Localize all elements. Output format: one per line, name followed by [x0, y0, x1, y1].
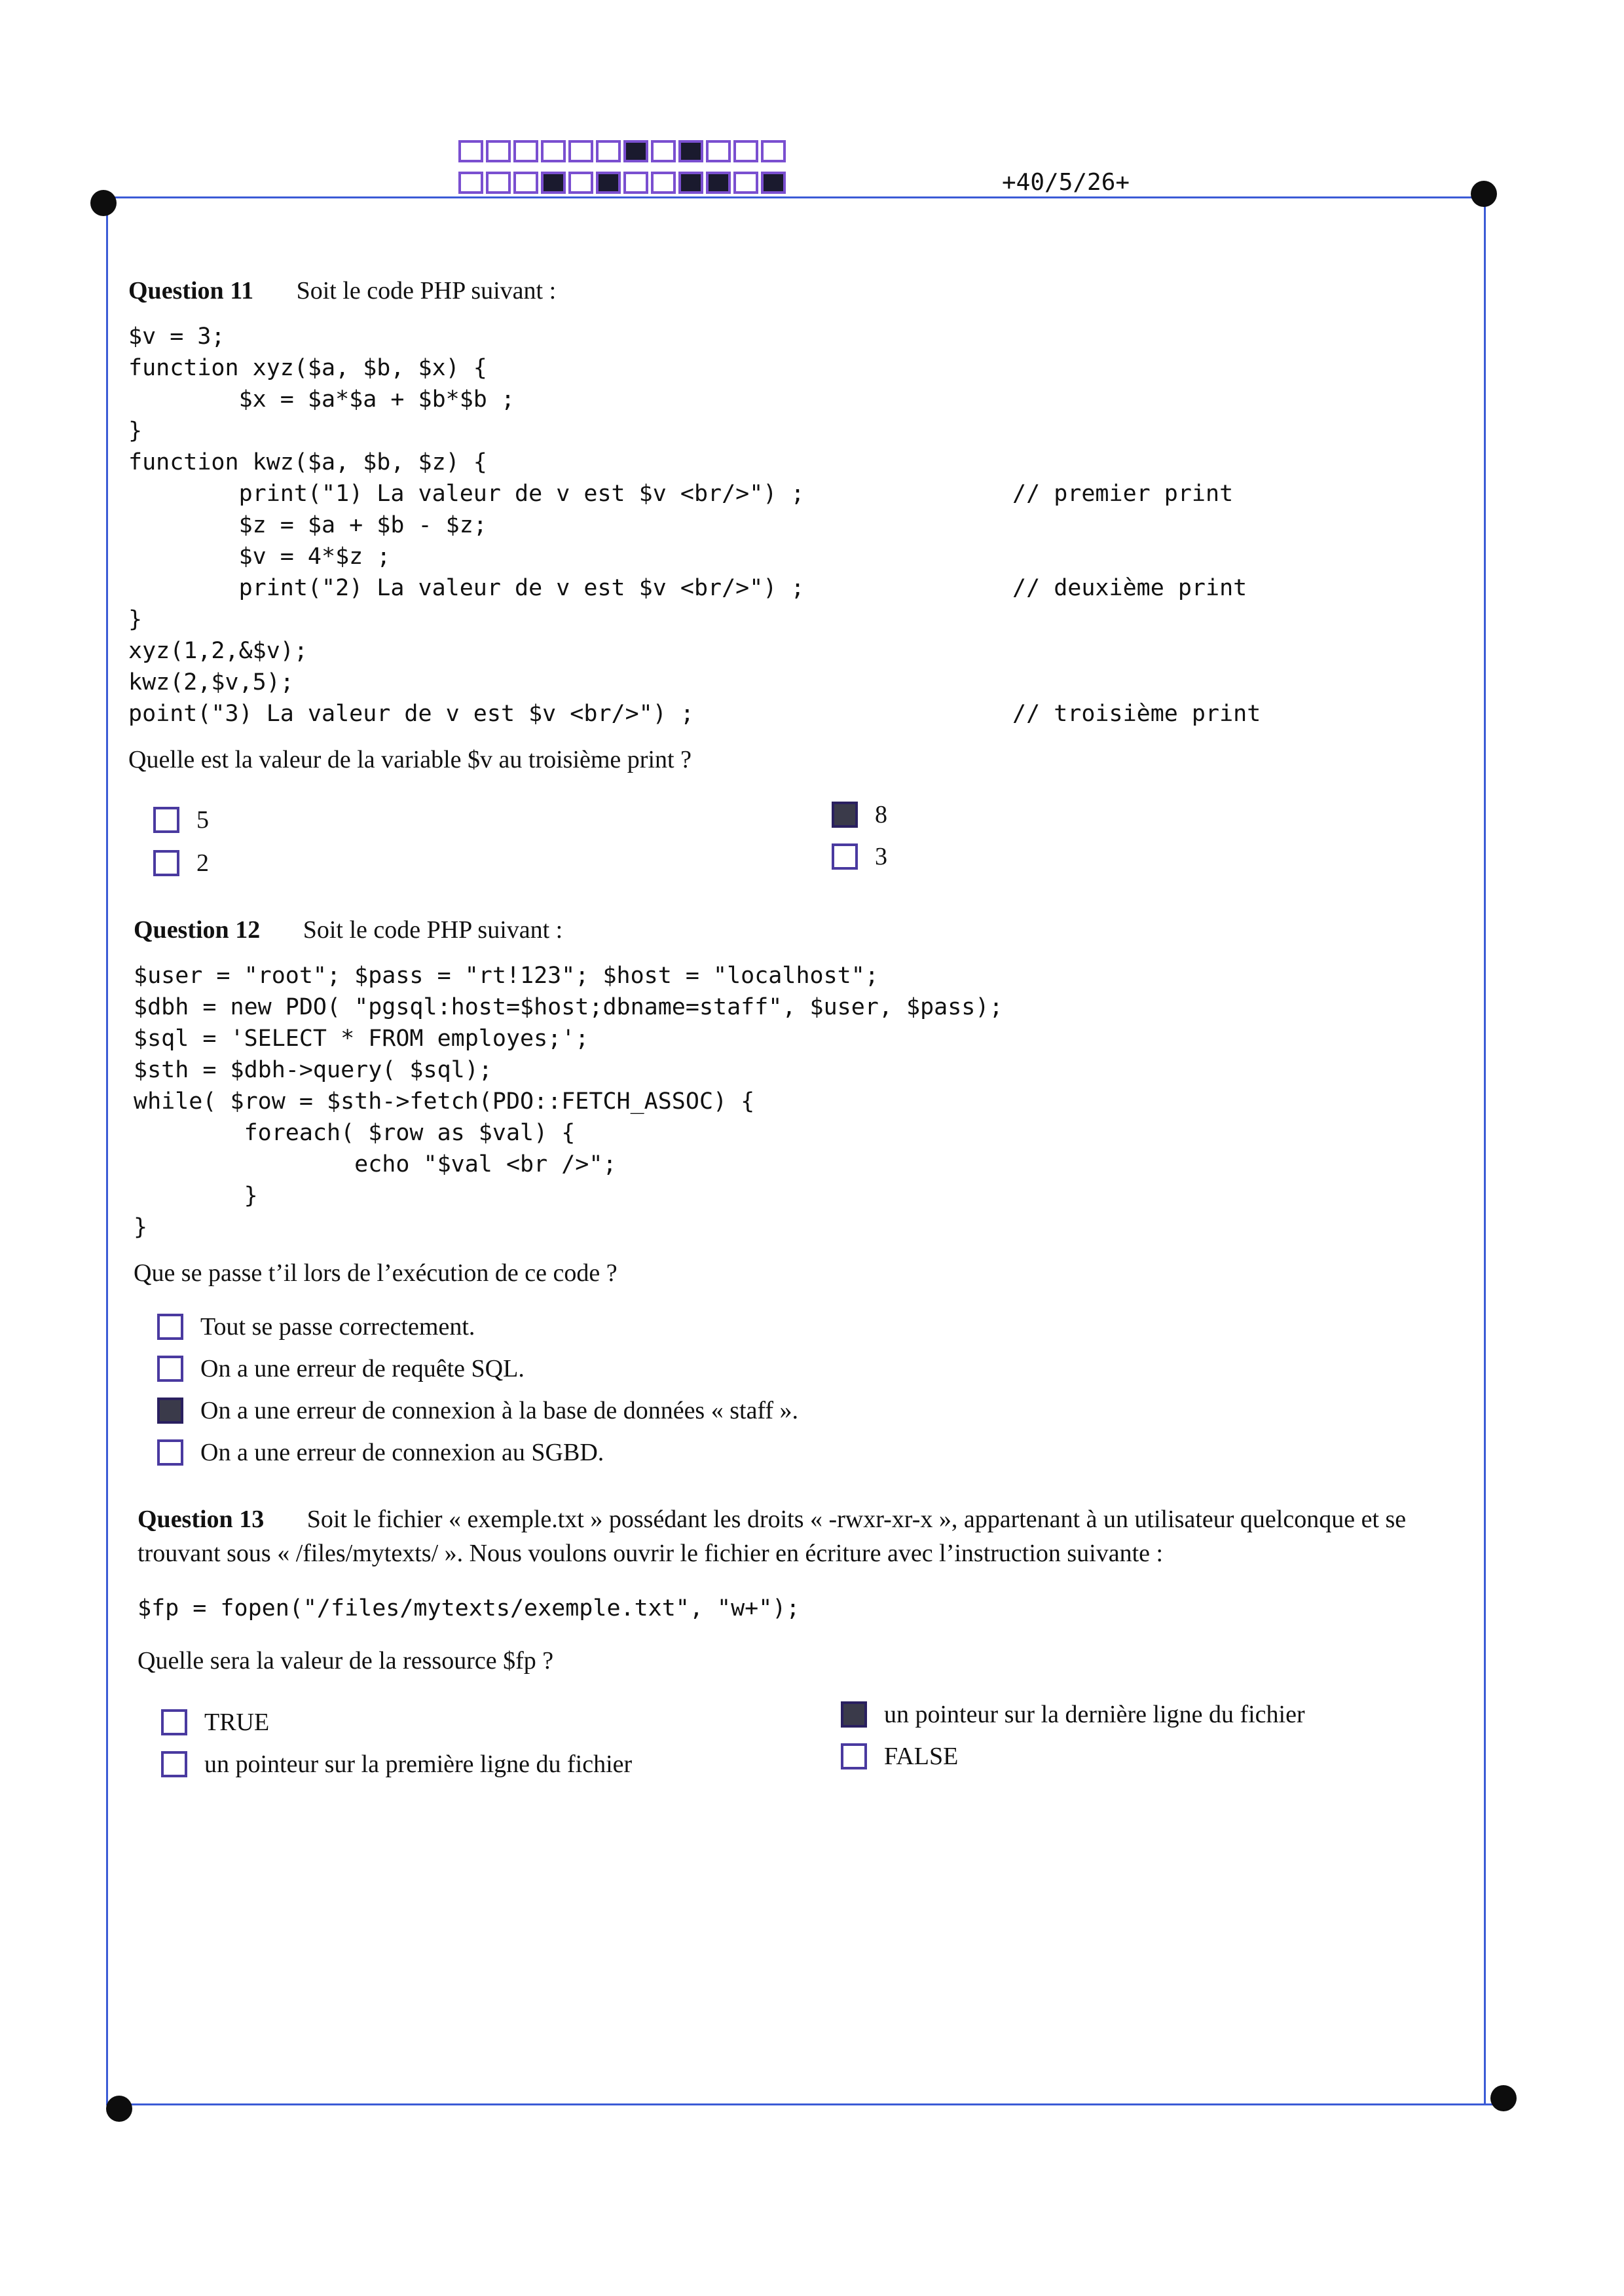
code-line — [128, 415, 1493, 447]
code-line — [134, 1180, 1493, 1212]
code-text: } — [128, 418, 143, 444]
code-text: $user = "root"; $pass = "rt!123"; $host = "localhost"; — [134, 963, 879, 989]
answer-option[interactable] — [841, 1742, 958, 1771]
answer-label: 5 — [196, 806, 209, 834]
id-grid-cell — [651, 140, 676, 162]
code-text: $sql = 'SELECT * FROM employes;'; — [134, 1026, 589, 1052]
code-text: $fp = fopen("/files/mytexts/exemple.txt", "w+"); — [138, 1595, 800, 1621]
code-text: function kwz($a, $b, $z) { — [128, 449, 487, 475]
id-grid-cell — [733, 172, 758, 194]
id-grid-cell — [486, 172, 511, 194]
answer-label: On a une erreur de requête SQL. — [200, 1355, 525, 1382]
id-grid-cell — [706, 140, 731, 162]
code-line — [128, 635, 1493, 667]
code-line — [134, 1023, 1493, 1054]
id-grid-cell — [458, 140, 483, 162]
question-label: Question 13 — [138, 1506, 265, 1533]
answer-option[interactable] — [153, 849, 209, 878]
answer-checkbox[interactable] — [157, 1439, 183, 1466]
answer-label: 2 — [196, 849, 209, 877]
code-text: function xyz($a, $b, $x) { — [128, 355, 487, 381]
code-line — [128, 667, 1493, 698]
answer-checkbox[interactable] — [161, 1709, 187, 1735]
page-code: +40/5/26+ — [1002, 169, 1130, 196]
frame-left — [106, 196, 108, 2105]
answer-checkbox[interactable] — [832, 802, 858, 828]
answer-option[interactable] — [157, 1396, 798, 1425]
code-line — [134, 1212, 1493, 1243]
code-text: print("1) La valeur de v est $v <br/>") ; — [128, 481, 805, 507]
answer-label: Tout se passe correctement. — [200, 1313, 475, 1341]
id-grid-row-2 — [458, 172, 786, 194]
code-comment: // deuxième print — [1012, 575, 1247, 601]
code-line — [128, 384, 1493, 415]
code-line — [134, 960, 1493, 991]
code-line — [128, 541, 1493, 572]
id-grid-cell — [678, 172, 703, 194]
question-intro: Soit le fichier « exemple.txt » possédant les droits « -rwxr-xr-x », appartenant à un utilisateur quelconque et se trouvant sous « /files/mytexts/ ». Nous voulons ouvrir le fichier en écriture avec l’instruction suivante : — [138, 1506, 1407, 1567]
code-text: $dbh = new PDO( "pgsql:host=$host;dbname=staff", $user, $pass); — [134, 994, 1003, 1020]
answer-option[interactable] — [841, 1700, 1305, 1729]
code-line — [134, 991, 1493, 1023]
question-label: Question 11 — [128, 277, 254, 305]
answer-checkbox[interactable] — [832, 843, 858, 870]
code-text: $x = $a*$a + $b*$b ; — [128, 386, 515, 413]
answer-checkbox[interactable] — [157, 1356, 183, 1382]
question-header — [134, 913, 1493, 947]
id-grid-cell — [706, 172, 731, 194]
code-block — [128, 321, 1493, 730]
id-grid-cell — [761, 140, 786, 162]
id-grid-cell — [651, 172, 676, 194]
answer-option[interactable] — [832, 842, 887, 871]
id-grid-cell — [733, 140, 758, 162]
corner-mark-bottom-left — [106, 2096, 132, 2122]
code-text: print("2) La valeur de v est $v <br/>") ; — [128, 575, 805, 601]
answer-label: 3 — [875, 843, 887, 870]
code-comment: // premier print — [1012, 481, 1234, 507]
id-grid-cell — [678, 140, 703, 162]
code-text: $sth = $dbh->query( $sql); — [134, 1057, 492, 1083]
code-line — [128, 447, 1493, 478]
question-intro: Soit le code PHP suivant : — [296, 277, 557, 305]
code-text: $v = 4*$z ; — [128, 544, 391, 570]
question-12 — [134, 913, 1493, 1487]
id-grid-cell — [623, 172, 648, 194]
answer-label: un pointeur sur la dernière ligne du fichier — [884, 1701, 1305, 1728]
code-line — [128, 478, 1493, 509]
code-line — [138, 1593, 1473, 1624]
answer-option[interactable] — [832, 800, 887, 829]
question-prompt: Quelle sera la valeur de la ressource $fp ? — [138, 1647, 554, 1675]
id-grid-cell — [513, 140, 538, 162]
question-intro: Soit le code PHP suivant : — [303, 916, 563, 944]
code-text: $z = $a + $b - $z; — [128, 512, 487, 538]
code-line — [134, 1086, 1493, 1117]
code-text: } — [128, 606, 143, 633]
code-block — [138, 1593, 1473, 1624]
answer-list — [134, 1303, 1493, 1487]
question-header — [138, 1502, 1473, 1570]
id-grid-cell — [541, 140, 566, 162]
answer-checkbox[interactable] — [841, 1701, 867, 1728]
code-line — [134, 1054, 1493, 1086]
answer-option[interactable] — [157, 1438, 604, 1467]
answer-list — [128, 790, 1493, 888]
code-text: point("3) La valeur de v est $v <br/>") ; — [128, 701, 694, 727]
answer-checkbox[interactable] — [161, 1751, 187, 1777]
id-grid-row-1 — [458, 140, 786, 162]
answer-label: 8 — [875, 801, 887, 828]
code-text: while( $row = $sth->fetch(PDO::FETCH_ASSOC) { — [134, 1088, 755, 1115]
question-13 — [138, 1502, 1473, 1796]
answer-option[interactable] — [157, 1312, 475, 1341]
code-text: $v = 3; — [128, 324, 225, 350]
answer-option[interactable] — [161, 1708, 269, 1737]
answer-checkbox[interactable] — [153, 850, 179, 876]
answer-label: TRUE — [204, 1709, 270, 1736]
answer-checkbox[interactable] — [157, 1398, 183, 1424]
answer-label: On a une erreur de connexion au SGBD. — [200, 1439, 604, 1466]
id-grid-cell — [596, 140, 621, 162]
answer-checkbox[interactable] — [153, 807, 179, 833]
id-grid-cell — [513, 172, 538, 194]
corner-mark-bottom-right — [1490, 2085, 1517, 2111]
code-line — [128, 321, 1493, 352]
code-line — [128, 509, 1493, 541]
code-text: } — [134, 1214, 148, 1240]
id-grid-cell — [541, 172, 566, 194]
code-text: echo "$val <br />"; — [134, 1151, 617, 1177]
code-text: } — [134, 1183, 258, 1209]
code-line — [128, 698, 1493, 730]
answer-checkbox[interactable] — [157, 1314, 183, 1340]
code-line — [128, 352, 1493, 384]
question-prompt: Que se passe t’il lors de l’exécution de ce code ? — [134, 1259, 618, 1287]
id-grid-cell — [568, 172, 593, 194]
id-grid-cell — [623, 140, 648, 162]
code-line — [128, 572, 1493, 604]
answer-list — [138, 1691, 1473, 1796]
code-text: xyz(1,2,&$v); — [128, 638, 308, 664]
id-grid-cell — [458, 172, 483, 194]
id-grid-cell — [568, 140, 593, 162]
question-label: Question 12 — [134, 916, 261, 944]
id-grid-cell — [596, 172, 621, 194]
code-comment: // troisième print — [1012, 701, 1261, 727]
code-line — [134, 1117, 1493, 1149]
code-text: kwz(2,$v,5); — [128, 669, 294, 695]
code-block — [134, 960, 1493, 1243]
code-line — [128, 604, 1493, 635]
id-grid-cell — [486, 140, 511, 162]
question-header — [128, 274, 1493, 308]
code-line — [134, 1149, 1493, 1180]
frame-bottom — [118, 2103, 1503, 2105]
answer-option[interactable] — [157, 1354, 525, 1383]
answer-option[interactable] — [153, 805, 209, 834]
answer-label: On a une erreur de connexion à la base de données « staff ». — [200, 1397, 799, 1424]
answer-label: FALSE — [884, 1743, 959, 1770]
question-11 — [128, 274, 1493, 888]
corner-mark-top-right — [1471, 181, 1497, 207]
question-prompt: Quelle est la valeur de la variable $v au troisième print ? — [128, 746, 692, 773]
frame-top — [103, 196, 1485, 198]
answer-checkbox[interactable] — [841, 1743, 867, 1769]
code-text: foreach( $row as $val) { — [134, 1120, 576, 1146]
answer-label: un pointeur sur la première ligne du fichier — [204, 1750, 633, 1778]
id-grid-cell — [761, 172, 786, 194]
answer-option[interactable] — [161, 1750, 632, 1779]
corner-mark-top-left — [90, 190, 117, 216]
